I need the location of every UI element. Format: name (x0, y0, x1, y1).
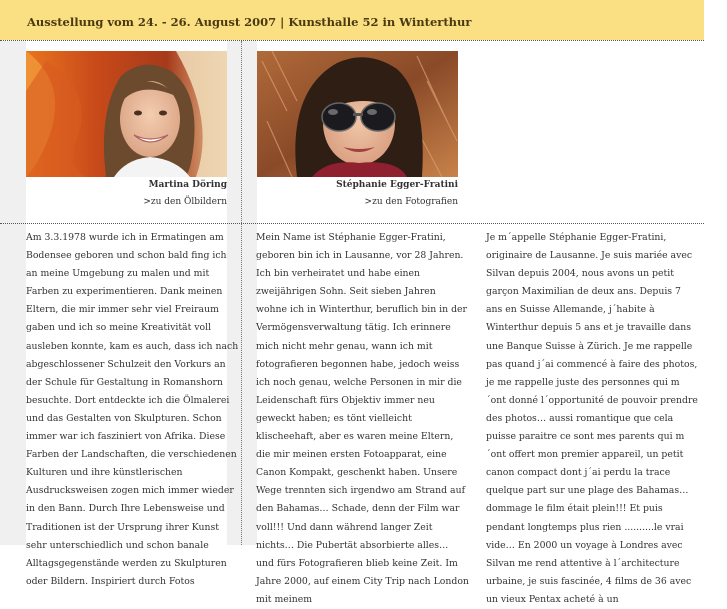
bio-text-stephanie-de: Mein Name ist Stéphanie Egger-Fratini, geboren bin ich in Lausanne, vor 28 Jahren. Ich bin verheiratet und habe einen zweijährigen Sohn. Seit sieben Jahren wohne ich in Winterthur, beruflich bin in der Vermögensverwaltung tätig. Ich erinnere mich nicht mehr genau, wann ich mit fotografieren begonnen habe, jedoch weiss ich noch genau, welche Personen in mir die Leidenschaft fürs Objektiv immer neu geweckt haben; es tönt vielleicht klischeehaft, aber es waren meine Eltern, die mir meinen ersten Fotoapparat, eine Canon Kompakt, geschenkt haben. Unsere Wege trennten sich irgendwo am Strand auf den Bahamas… Schade, denn der Film war voll!!! Und dann während langer Zeit nichts… Die Pubertät absorbierte alles… und fürs Fotografieren blieb keine Zeit. Im Jahre 2000, auf einem City Trip nach London mit meinem (256, 232, 469, 605)
bio-column-martina (26, 229, 239, 591)
content-divider (0, 223, 704, 224)
portrait-stephanie-egger-fratini (257, 51, 458, 177)
page-header (0, 0, 704, 40)
artist-name-stephanie: Stéphanie Egger-Fratini (336, 180, 458, 190)
column-divider (241, 41, 242, 545)
portrait-martina-doering (26, 51, 227, 177)
bio-column-stephanie-de (256, 229, 469, 609)
page-title: Ausstellung vom 24. - 26. August 2007 | Kunsthalle 52 in Winterthur (27, 15, 472, 29)
bio-text-stephanie-fr: Je m´appelle Stéphanie Egger-Fratini, originaire de Lausanne. Je suis mariée avec Silvan depuis 2004, nous avons un petit garçon Maximilian de deux ans. Depuis 7 ans en Suisse Allemande, j´habite à Winterthur depuis 5 ans et je travaille dans une Banque Suisse à Zürich. Je me rappelle pas quand j´ai commencé à faire des photos, je me rappelle juste des personnes qui m´ont donné l´opportunité de pouvoir prendre des photos… aussi romantique que cela puisse paraitre ce sont mes parents qui m´ont offert mon premier appareil, un petit canon compact dont j´ai perdu la trace quelque part sur une plage des Bahamas… dommage le film était plein!!! Et puis pendant longtemps plus rien ..........le vrai vide… En 2000 un voyage à Londres avec Silvan me rend attentive à l´architecture urbaine, je suis fascinée, 4 films de 36 avec un vieux Pentax acheté à un (486, 232, 698, 605)
header-divider (0, 40, 704, 41)
bio-column-stephanie-fr (486, 229, 699, 609)
artist-name-martina: Martina Döring (148, 180, 227, 190)
link-oelbilder[interactable]: >zu den Ölbildern (143, 197, 227, 207)
left-margin-band (0, 41, 26, 545)
link-fotografien[interactable]: >zu den Fotografien (364, 197, 458, 207)
bio-text-martina: Am 3.3.1978 wurde ich in Ermatingen am Bodensee geboren und schon bald fing ich an meine Umgebung zu malen und mit Farben zu experimentieren. Dank meinen Eltern, die mir immer sehr viel Freiraum gaben und ich so meine Kreativität voll ausleben konnte, kam es auch, dass ich nach abgeschlossener Schulzeit den Vorkurs an der Schule für Gestaltung in Romanshorn besuchte. Dort entdeckte ich die Ölmalerei und das Gestalten von Skulpturen. Schon immer war ich fasziniert von Afrika. Diese Farben der Landschaften, die verschiedenen Kulturen und ihre künstlerischen Ausdrucksweisen zogen mich immer wieder in den Bann. Durch Ihre Lebensweise und Traditionen ist der Ursprung ihrer Kunst sehr unterschiedlich und schon banale Alltagsgegenstände werden zu Skulpturen oder Bildern. Inspiriert durch Fotos (26, 232, 239, 587)
